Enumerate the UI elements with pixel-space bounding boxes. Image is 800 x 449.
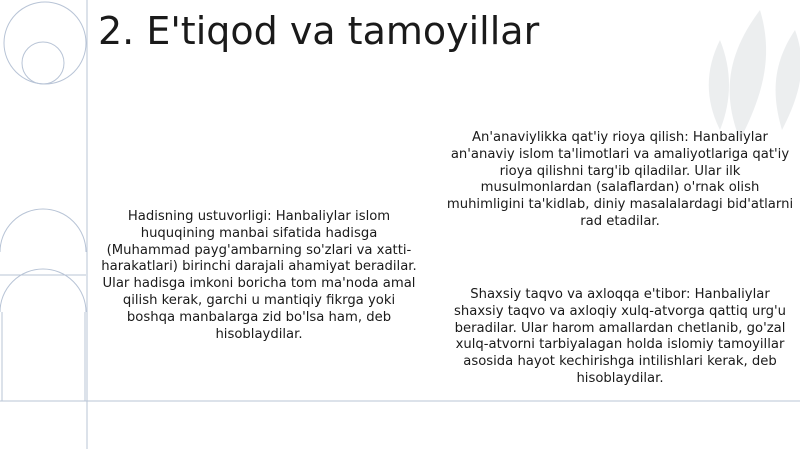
- slide-title: 2. E'tiqod va tamoyillar: [98, 9, 540, 53]
- paragraph-personal-piety: Shaxsiy taqvo va axloqqa e'tibor: Hanbaliylar shaxsiy taqvo va axloqiy xulq-atvorga qattiq urg'u beradilar. Ular harom amallardan chetlanib, go'zal xulq-atvorni tarbiyalagan holda islomiy tamoyillar asosida hayot kechirishga intilishlari kerak, deb hisoblaydilar.: [454, 287, 786, 386]
- paragraph-hadith-priority: Hadisning ustuvorligi: Hanbaliylar islom huquqining manbai sifatida hadisga (Muhammad payg'ambarning so'zlari va xatti-harakatlari) birinchi darajali ahamiyat beradilar. Ular hadisga imkoni boricha tom ma'noda amal qilish kerak, garchi u mantiqiy fikrga yoki boshqa manbalarga zid bo'lsa ham, deb hisoblaydilar.: [101, 209, 417, 342]
- paragraph-traditionalism: An'anaviylikka qat'iy rioya qilish: Hanbaliylar an'anaviy islom ta'limotlari va amaliyotlariga qat'iy rioya qilishni targ'ib qiladilar. Ular ilk musulmonlardan (salaflardan) o'rnak olish muhimligini ta'kidlab, diniy masalalardagi bid'atlarni rad etadilar.: [446, 130, 794, 229]
